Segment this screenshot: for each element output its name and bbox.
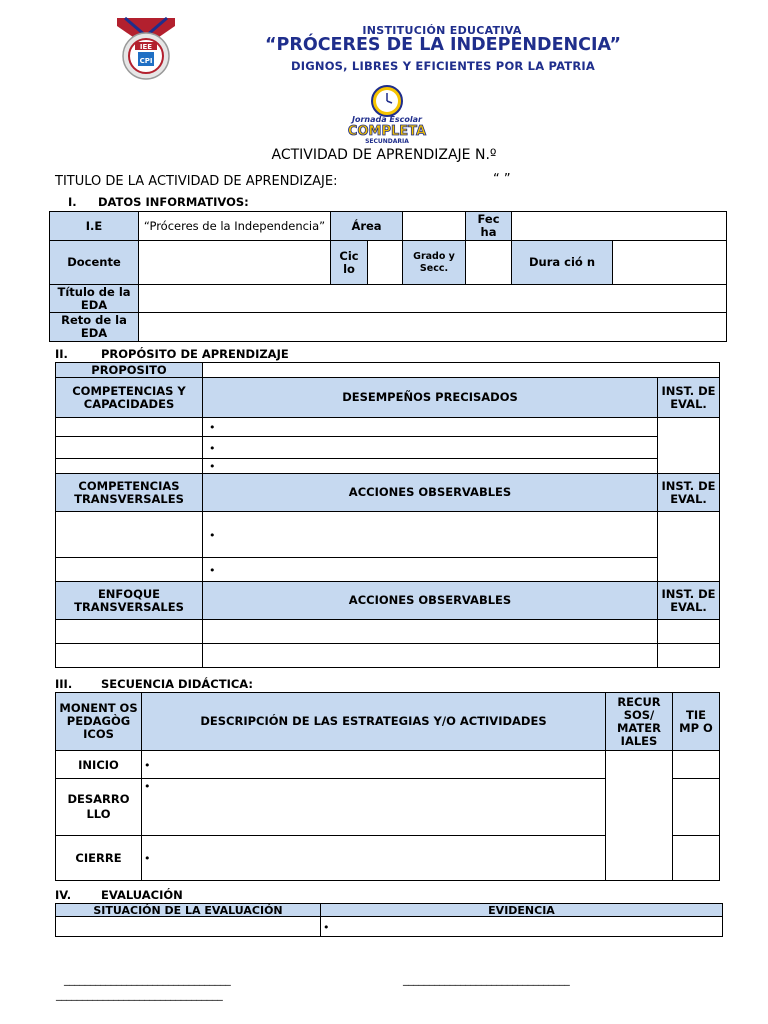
- docente-label: Docente: [50, 241, 139, 285]
- proposito-table: [55, 362, 720, 668]
- ciclo-label: Cic lo: [331, 241, 368, 285]
- area-label: Área: [331, 212, 403, 241]
- evidencia-cell[interactable]: [321, 917, 723, 937]
- fecha-value[interactable]: [512, 212, 727, 241]
- svg-text:CPI: CPI: [139, 57, 153, 65]
- descripcion-header: DESCRIPCIÓN DE LAS ESTRATEGIAS Y/O ACTIVIDADES: [142, 693, 606, 751]
- ciclo-value[interactable]: [368, 241, 403, 285]
- competencias-header: COMPETENCIAS Y CAPACIDADES: [56, 378, 203, 418]
- datos-informativos-table: [49, 211, 727, 342]
- secuencia-table: [55, 692, 720, 881]
- cierre-description[interactable]: [142, 836, 606, 881]
- competencia-transversal-cell[interactable]: [56, 558, 203, 582]
- enfoque-accion-cell[interactable]: [203, 620, 658, 644]
- desarrollo-description[interactable]: [142, 779, 606, 836]
- section-datos-informativos: I. DATOS INFORMATIVOS:: [68, 195, 249, 209]
- inicio-label: INICIO: [56, 751, 142, 779]
- evaluacion-table: [55, 903, 723, 937]
- competencia-cell[interactable]: [56, 437, 203, 459]
- svg-text:SECUNDARIA: SECUNDARIA: [365, 138, 409, 145]
- signature-line-left: ________________________________: [64, 973, 231, 986]
- inst-eval-header-2: INST. DE EVAL.: [658, 474, 720, 512]
- school-motto: DIGNOS, LIBRES Y EFICIENTES POR LA PATRIA: [291, 59, 595, 73]
- titulo-eda-value[interactable]: [139, 285, 727, 313]
- svg-text:Jornada Escolar: Jornada Escolar: [352, 115, 422, 124]
- recursos-cell[interactable]: [606, 751, 673, 881]
- proposito-value[interactable]: [203, 363, 720, 378]
- enfoque-accion-cell[interactable]: [203, 644, 658, 668]
- cierre-label: CIERRE: [56, 836, 142, 881]
- desempenos-header: DESEMPEÑOS PRECISADOS: [203, 378, 658, 418]
- desempeno-bullet[interactable]: [203, 459, 658, 474]
- situacion-header: SITUACIÓN DE LA EVALUACIÓN: [56, 904, 321, 917]
- competencia-transversal-cell[interactable]: [56, 512, 203, 558]
- acciones-observables-header-1: ACCIONES OBSERVABLES: [203, 474, 658, 512]
- acciones-observables-header-2: ACCIONES OBSERVABLES: [203, 582, 658, 620]
- signature-line-right: ________________________________: [403, 973, 570, 986]
- evidencia-header: EVIDENCIA: [321, 904, 723, 917]
- docente-value[interactable]: [139, 241, 331, 285]
- desempeno-bullet[interactable]: [203, 437, 658, 459]
- competencias-transversales-header: COMPETENCIAS TRANSVERSALES: [56, 474, 203, 512]
- section-secuencia-didactica: III. SECUENCIA DIDÁCTICA:: [55, 677, 254, 691]
- enfoque-transversales-header: ENFOQUE TRANSVERSALES: [56, 582, 203, 620]
- inst-eval-cell-3[interactable]: [658, 620, 720, 644]
- desarrollo-tiempo[interactable]: [673, 779, 720, 836]
- school-shield-logo: [113, 16, 179, 82]
- competencia-cell[interactable]: [56, 459, 203, 474]
- fecha-label: Fec ha: [466, 212, 512, 241]
- competencia-cell[interactable]: [56, 418, 203, 437]
- situacion-cell[interactable]: [56, 917, 321, 937]
- titulo-eda-label: Título de la EDA: [50, 285, 139, 313]
- accion-bullet[interactable]: [203, 512, 658, 558]
- desarrollo-label: DESARRO LLO: [56, 779, 142, 836]
- proposito-label: PROPOSITO: [56, 363, 203, 378]
- institution-label: INSTITUCIÓN EDUCATIVA: [362, 24, 522, 37]
- recursos-header: RECUR SOS/ MATER IALES: [606, 693, 673, 751]
- desempeno-bullet[interactable]: [203, 418, 658, 437]
- svg-text:IEE: IEE: [139, 43, 153, 51]
- svg-text:COMPLETA: COMPLETA: [347, 124, 427, 139]
- inst-eval-header-1: INST. DE EVAL.: [658, 378, 720, 418]
- inst-eval-cell-2[interactable]: [658, 512, 720, 582]
- signature-line-bottom: ________________________________: [56, 988, 223, 1001]
- duracion-label: Dura ció n: [512, 241, 613, 285]
- inicio-tiempo[interactable]: [673, 751, 720, 779]
- activity-title-quotes: “ ”: [493, 172, 511, 187]
- activity-subtitle: TITULO DE LA ACTIVIDAD DE APRENDIZAJE:: [55, 174, 338, 189]
- reto-eda-label: Reto de la EDA: [50, 313, 139, 342]
- area-value[interactable]: [403, 212, 466, 241]
- inicio-description[interactable]: [142, 751, 606, 779]
- inst-eval-cell-3[interactable]: [658, 644, 720, 668]
- reto-eda-value[interactable]: [139, 313, 727, 342]
- inst-eval-cell-1[interactable]: [658, 418, 720, 474]
- ie-label: I.E: [50, 212, 139, 241]
- section-proposito: II. PROPÓSITO DE APRENDIZAJE: [55, 347, 289, 361]
- enfoque-cell[interactable]: [56, 620, 203, 644]
- momentos-header: MONENT OS PEDAGÒG ICOS: [56, 693, 142, 751]
- grado-label: Grado y Secc.: [403, 241, 466, 285]
- tiempo-header: TIE MP O: [673, 693, 720, 751]
- ie-value: “Próceres de la Independencia”: [139, 212, 331, 241]
- cierre-tiempo[interactable]: [673, 836, 720, 881]
- activity-title: ACTIVIDAD DE APRENDIZAJE N.º: [271, 147, 497, 163]
- grado-value[interactable]: [466, 241, 512, 285]
- accion-bullet[interactable]: [203, 558, 658, 582]
- enfoque-cell[interactable]: [56, 644, 203, 668]
- inst-eval-header-3: INST. DE EVAL.: [658, 582, 720, 620]
- institution-name: “PRÓCERES DE LA INDEPENDENCIA”: [265, 35, 621, 55]
- section-evaluacion: IV. EVALUACIÓN: [55, 888, 183, 902]
- duracion-value[interactable]: [613, 241, 727, 285]
- jornada-escolar-completa-logo: [336, 83, 438, 145]
